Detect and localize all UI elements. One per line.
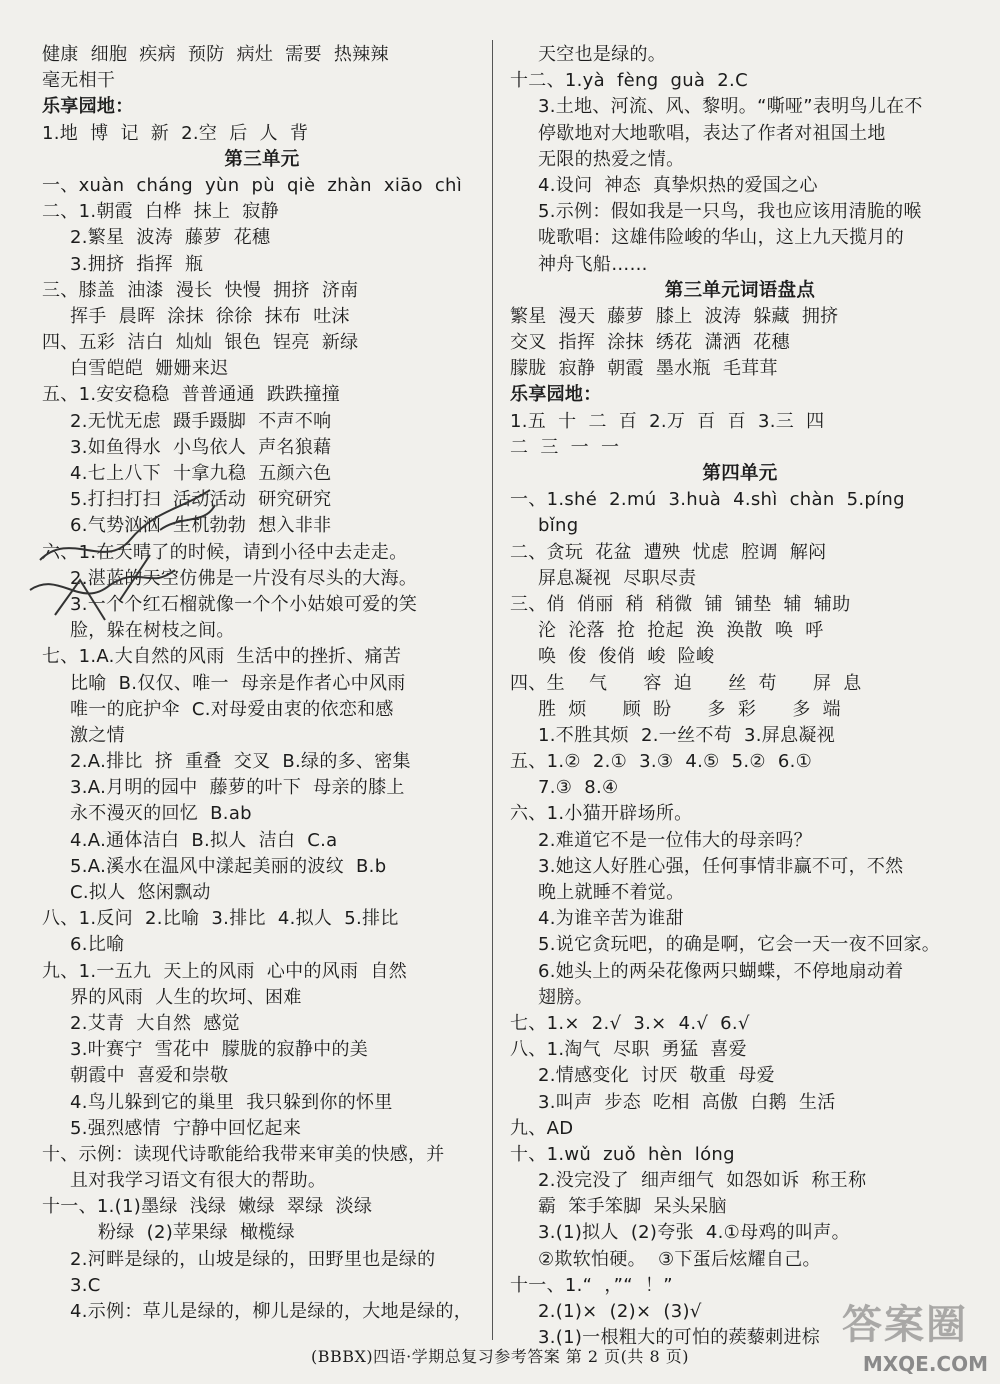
answer-line: 3.(1)一根粗大的可怕的蒺藜刺进棕	[538, 1327, 821, 1349]
answer-line: 2.情感变化 讨厌 敬重 母爱	[538, 1065, 775, 1087]
answer-line: 4.设问 神态 真挚炽热的爱国之心	[538, 174, 818, 196]
answer-line: 三、俏 俏丽 稍 稍微 铺 铺垫 辅 辅助	[510, 593, 851, 615]
answer-line: 4.鸟儿躲到它的巢里 我只躲到你的怀里	[70, 1091, 393, 1113]
answer-line: 十一、1.(1)墨绿 浅绿 嫩绿 翠绿 淡绿	[42, 1196, 373, 1218]
watermark-url: MXQE.COM	[862, 1352, 988, 1376]
answer-line: 1.地 博 记 新 2.空 后 人 背	[42, 122, 309, 144]
answer-line: 2.艾青 大自然 感觉	[70, 1012, 240, 1034]
answer-line: 交叉 指挥 涂抹 绣花 潇洒 花穗	[510, 332, 790, 354]
answer-line: 永不漫灭的回忆 B.ab	[70, 803, 252, 825]
answer-line: 5.强烈感情 宁静中回忆起来	[70, 1117, 302, 1139]
answer-line: 繁星 漫天 藤萝 膝上 波涛 躲藏 拥挤	[510, 305, 839, 327]
left-column	[42, 42, 482, 1325]
section-heading: 第三单元词语盘点	[664, 279, 816, 301]
answer-line: 沦 沦落 抢 抢起 涣 涣散 唤 呼	[538, 620, 824, 642]
answer-line: 六、1.小猫开辟场所。	[510, 803, 693, 825]
answer-line: 胜 烦 顾 盼 多 彩 多 端	[538, 698, 841, 720]
answer-line: 3.C	[70, 1274, 101, 1296]
answer-line: 九、1.一五九 天上的风雨 心中的风雨 自然	[42, 960, 408, 982]
answer-line: 八、1.淘气 尽职 勇猛 喜爱	[510, 1039, 747, 1061]
section-heading: 第三单元	[224, 148, 300, 170]
answer-line: bǐng	[538, 515, 579, 537]
answer-line: 3.(1)拟人 (2)夸张 4.①母鸡的叫声。	[538, 1222, 850, 1244]
answer-line: 屏息凝视 尽职尽责	[538, 567, 697, 589]
answer-line: 二、1.朝霞 白桦 抹上 寂静	[42, 201, 279, 223]
answer-line: 七、1.A.大自然的风雨 生活中的挫折、痛苦	[42, 646, 402, 668]
answer-line: 4.A.通体洁白 B.拟人 洁白 C.a	[70, 829, 338, 851]
answer-line: 5.说它贪玩吧，的确是啊，它会一天一夜不回家。	[538, 934, 941, 956]
answer-line: 朝霞中 喜爱和崇敬	[70, 1065, 229, 1087]
answer-line: 6.比喻	[70, 934, 125, 956]
answer-line: 一、1.shé 2.mú 3.huà 4.shì chàn 5.píng	[510, 489, 905, 511]
answer-line: 停歇地对大地歌唱，表达了作者对祖国土地	[538, 122, 886, 144]
site-watermark	[788, 1296, 988, 1376]
answer-line: 2.(1)× (2)× (3)√	[538, 1301, 702, 1322]
answer-line: 毫无相干	[42, 70, 116, 92]
answer-line: 3.叶赛宁 雪花中 朦胧的寂静中的美	[70, 1039, 369, 1061]
answer-line: 2.湛蓝的天空仿佛是一片没有尽头的大海。	[70, 567, 418, 589]
answer-line: 1.五 十 二 百 2.万 百 百 3.三 四	[510, 410, 825, 432]
answer-line: 健康 细胞 疾病 预防 病灶 需要 热辣辣	[42, 44, 389, 65]
answer-line: 九、AD	[510, 1117, 574, 1139]
page-footer: (BBBX)四语·学期总复习参考答案 第 2 页(共 8 页)	[310, 1347, 689, 1366]
answer-line: 十、1.wǔ zuǒ hèn lóng	[510, 1143, 735, 1165]
answer-line: 激之情	[70, 724, 125, 746]
answer-line: 4.为谁辛苦为谁甜	[538, 908, 684, 930]
answer-line: 且对我学习语文有很大的帮助。	[70, 1170, 327, 1192]
answer-line: 四、五彩 洁白 灿灿 银色 锃亮 新绿	[42, 332, 359, 354]
answer-line: 3.一个个红石榴就像一个个小姑娘可爱的笑	[70, 593, 418, 615]
answer-line: 5.打扫打扫 活动活动 研究研究	[70, 489, 332, 511]
column-divider	[492, 40, 493, 1340]
answer-line: 四、生 气 容 迫 丝 苟 屏 息	[510, 672, 862, 694]
answer-line: 天空也是绿的。	[538, 44, 667, 65]
answer-line: 7.③ 8.④	[538, 777, 619, 799]
answer-line: 白雪皑皑 姗姗来迟	[70, 358, 229, 380]
section-heading: 第四单元	[702, 463, 778, 484]
answer-line: 5.示例：假如我是一只鸟，我也应该用清脆的喉	[538, 201, 922, 223]
answer-line: 挥手 晨晖 涂抹 徐徐 抹布 吐沫	[70, 305, 350, 327]
answer-line: 乐享园地：	[510, 384, 602, 406]
answer-line: 脸，躲在树枝之间。	[70, 620, 235, 642]
answer-line: 唤 俊 俊俏 峻 险峻	[538, 646, 715, 668]
answer-line: 十、示例：读现代诗歌能给我带来审美的快感，并	[42, 1143, 445, 1165]
answer-line: 神舟飞船……	[538, 253, 648, 275]
answer-line: 一、xuàn cháng yùn pù qiè zhàn xiāo chì	[42, 174, 463, 196]
answer-line: C.拟人 悠闲飘动	[70, 882, 211, 903]
answer-line: 3.拥挤 指挥 瓶	[70, 253, 204, 275]
answer-line: 2.繁星 波涛 藤萝 花穗	[70, 227, 271, 249]
answer-line: 4.七上八下 十拿九稳 五颜六色	[70, 463, 332, 484]
answer-line: 6.她头上的两朵花像两只蝴蝶，不停地扇动着	[538, 960, 904, 982]
answer-line: 4.示例：草儿是绿的，柳儿是绿的，大地是绿的，	[70, 1301, 473, 1322]
answer-line: 粉绿 (2)苹果绿 橄榄绿	[98, 1222, 295, 1244]
answer-line: 5.A.溪水在温风中漾起美丽的波纹 B.b	[70, 855, 387, 877]
answer-line: 十二、1.yà fèng guà 2.C	[510, 70, 748, 92]
answer-line: 八、1.反问 2.比喻 3.排比 4.拟人 5.排比	[42, 908, 399, 930]
answer-line: 3.叫声 步态 吃相 高傲 白鹅 生活	[538, 1091, 836, 1113]
answer-line: 十一、1.“ ，”“ ！”	[510, 1274, 673, 1296]
answer-line: 无限的热爱之情。	[538, 148, 685, 170]
answer-line: 2.无忧无虑 蹑手蹑脚 不声不响	[70, 410, 332, 432]
answer-line: 界的风雨 人生的坎坷、困难	[70, 986, 302, 1008]
answer-line: 3.如鱼得水 小鸟依人 声名狼藉	[70, 436, 332, 458]
answer-line: 二 三 一 一	[510, 436, 620, 458]
answer-line: 乐享园地：	[42, 96, 134, 118]
answer-line: ②欺软怕硬。 ③下蛋后炫耀自己。	[538, 1248, 821, 1270]
watermark-logo-text: 答案圈	[842, 1302, 968, 1348]
answer-line: 七、1.× 2.√ 3.× 4.√ 6.√	[510, 1012, 750, 1034]
answer-line: 咙歌唱：这雄伟险峻的华山，这上九天揽月的	[538, 227, 904, 249]
answer-line: 3.A.月明的园中 藤萝的叶下 母亲的膝上	[70, 777, 405, 799]
answer-line: 晚上就睡不着觉。	[538, 882, 685, 903]
answer-line: 三、膝盖 油漆 漫长 快慢 拥挤 济南	[42, 279, 359, 301]
answer-line: 二、贪玩 花盆 遭殃 忧虑 腔调 解闷	[510, 541, 827, 563]
answer-line: 五、1.安安稳稳 普普通通 跌跌撞撞	[42, 384, 341, 406]
answer-line: 2.河畔是绿的，山坡是绿的，田野里也是绿的	[70, 1248, 436, 1270]
answer-line: 3.她这人好胜心强，任何事情非赢不可，不然	[538, 855, 904, 877]
answer-line: 1.不胜其烦 2.一丝不苟 3.屏息凝视	[538, 724, 836, 746]
answer-line: 朦胧 寂静 朝霞 墨水瓶 毛茸茸	[510, 358, 778, 380]
answer-line: 五、1.② 2.① 3.③ 4.⑤ 5.② 6.①	[510, 751, 813, 773]
answer-line: 霸 笨手笨脚 呆头呆脑	[538, 1196, 727, 1218]
answer-line: 翅膀。	[538, 986, 593, 1008]
answer-line: 2.A.排比 挤 重叠 交叉 B.绿的多、密集	[70, 751, 411, 773]
answer-line: 2.没完没了 细声细气 如怨如诉 称王称	[538, 1170, 867, 1192]
answer-line: 2.难道它不是一位伟大的母亲吗？	[538, 829, 812, 851]
answer-line: 6.气势汹汹 生机勃勃 想入非非	[70, 515, 332, 537]
answer-line: 六、1.在天晴了的时候，请到小径中去走走。	[42, 541, 408, 563]
right-column	[510, 42, 970, 1351]
answer-line: 3.土地、河流、风、黎明。“嘶哑”表明鸟儿在不	[538, 96, 923, 118]
answer-line: 比喻 B.仅仅、唯一 母亲是作者心中风雨	[70, 672, 406, 694]
answer-line: 唯一的庇护伞 C.对母爱由衷的依恋和感	[70, 698, 394, 720]
